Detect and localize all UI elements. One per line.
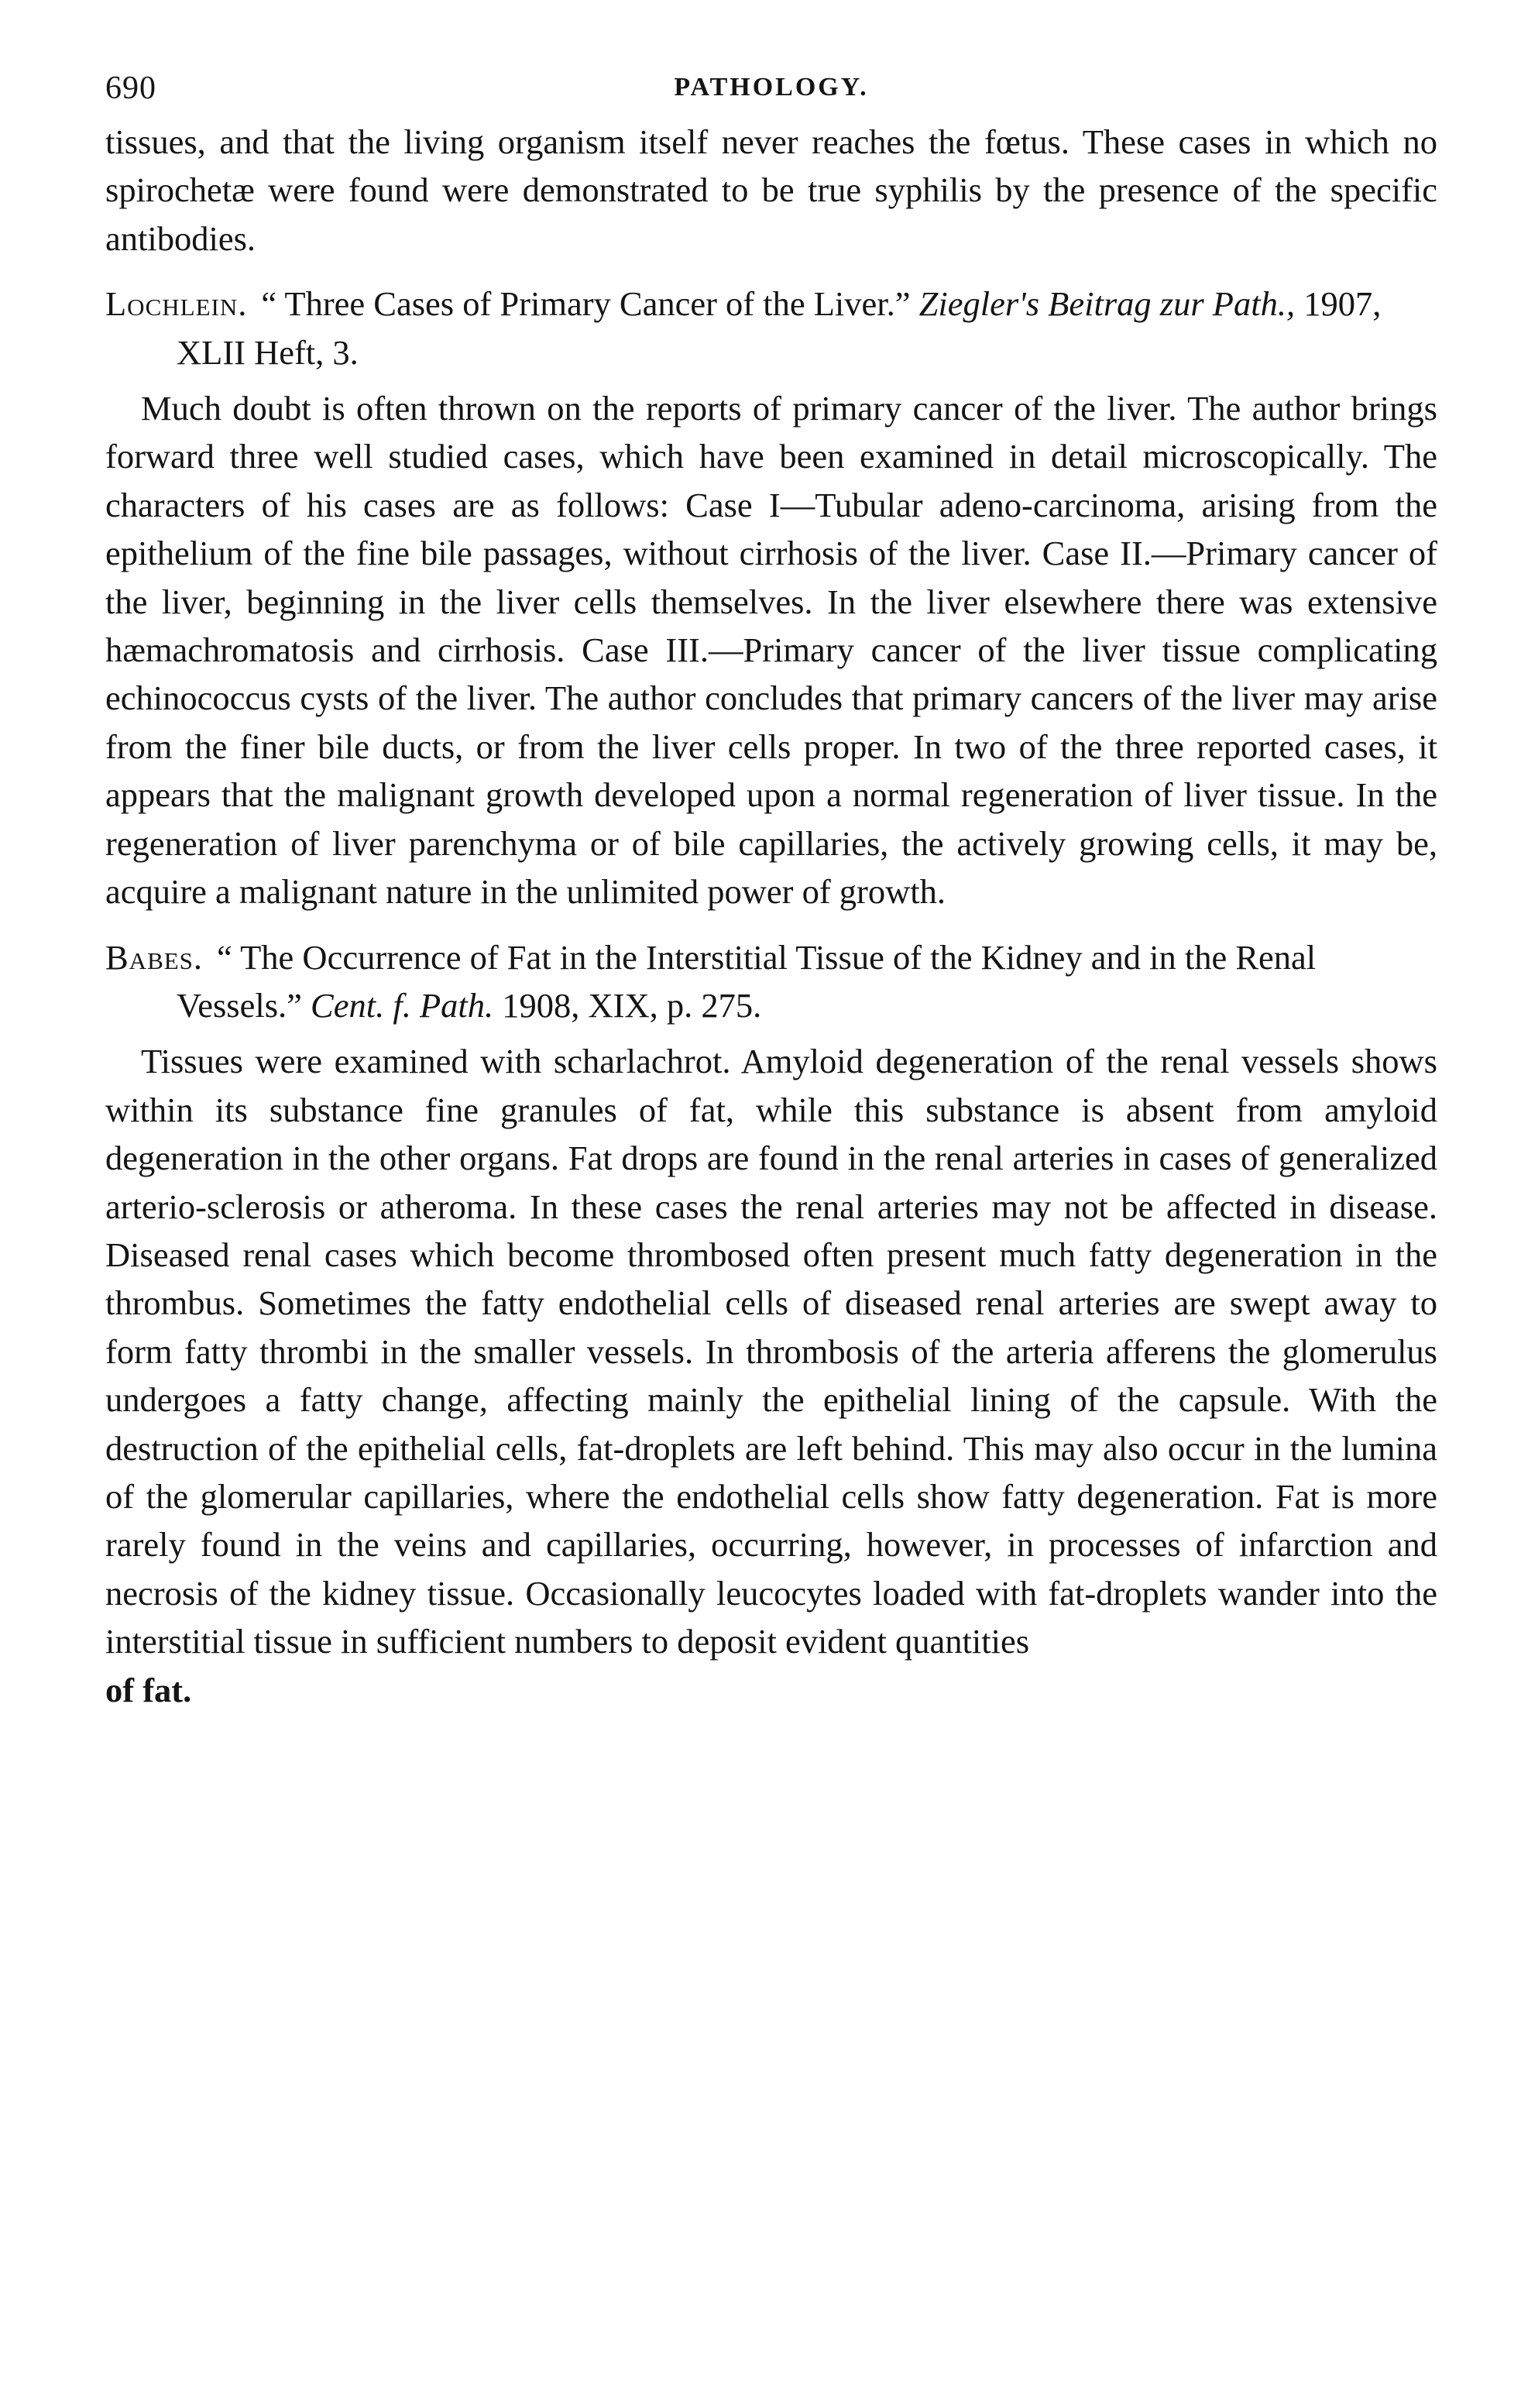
reference-journal: Ziegler's Beitrag zur Path., xyxy=(918,284,1296,324)
page-number: 690 xyxy=(105,70,156,106)
abstract-paragraph-liver-cancer: Much doubt is often thrown on the reports of primary cancer of the liver. The author brings forward three well studied cases, which have been examined in detail microscopically. The characters of his cases are as follows: Case I—Tubular adeno-carcinoma, arising from the epithelium of the fine bile passages, without cirrhosis of the liver. Case II.—Primary cancer of the liver, beginning in the liver cells themselves. In the liver elsewhere there was extensive hæmachromatosis and cirrhosis. Case III.—Primary cancer of the liver tissue complicating echinococcus cysts of the liver. The author concludes that primary cancers of the liver may arise from the finer bile ducts, or from the liver cells proper. In two of the three reported cases, it appears that the malignant growth developed upon a normal regeneration of liver tissue. In the regeneration of liver parenchyma or of bile capillaries, the actively growing cells, it may be, acquire a malignant nature in the unlimited power of growth. xyxy=(105,389,1437,912)
reference-details: 1907, XLII Heft, 3. xyxy=(177,284,1382,372)
reference-details: 1908, XIX, p. 275. xyxy=(502,985,762,1025)
abstract-paragraph-end xyxy=(105,1666,1437,1714)
reference-babes xyxy=(105,933,1437,1030)
reference-journal: Cent. f. Path. xyxy=(311,985,494,1025)
reference-lochlein xyxy=(105,280,1437,376)
abstract-paragraph-renal-fat: Tissues were examined with scharlachrot. Amyloid degeneration of the renal vessels shows within its substance fine granules of fat, while this substance is absent from amyloid degeneration in the other organs. Fat drops are found in the renal arteries in cases of generalized arterio-sclerosis or atheroma. In these cases the renal arteries may not be affected in disease. Diseased renal cases which become thrombosed often present much fatty degeneration in the thrombus. Sometimes the fatty endothelial cells of diseased renal arteries are swept away to form fatty thrombi in the smaller vessels. In thrombosis of the arteria afferens the glomerulus undergoes a fatty change, affecting mainly the epithelial lining of the capsule. With the destruction of the epithelial cells, fat-droplets are left behind. This may also occur in the lumina of the glomerular capillaries, where the endothelial cells show fatty degeneration. Fat is more rarely found in the veins and capillaries, occurring, however, in processes of infarction and necrosis of the kidney tissue. Occasionally leucocytes loaded with fat-droplets wander into the interstitial tissue in sufficient numbers to deposit evident quantities xyxy=(105,1042,1437,1661)
closing-text: of fat. xyxy=(105,1670,192,1709)
page-header xyxy=(105,62,1437,118)
book-page xyxy=(105,62,1437,1714)
reference-title: “ Three Cases of Primary Cancer of the Liver.” xyxy=(261,284,911,324)
reference-title: “ The Occurrence of Fat in the Interstitial Tissue of the Kidney and in the Renal Vessels.” xyxy=(177,937,1317,1025)
running-head: PATHOLOGY. xyxy=(674,73,869,101)
continuation-paragraph: tissues, and that the living organism itself never reaches the fœtus. These cases in which no spirochetæ were found were demonstrated to be true syphilis by the presence of the specific antibodies. xyxy=(105,122,1437,258)
reference-author: Lochlein. xyxy=(105,284,248,324)
reference-author: Babes. xyxy=(105,937,204,977)
body-text xyxy=(105,118,1437,1714)
